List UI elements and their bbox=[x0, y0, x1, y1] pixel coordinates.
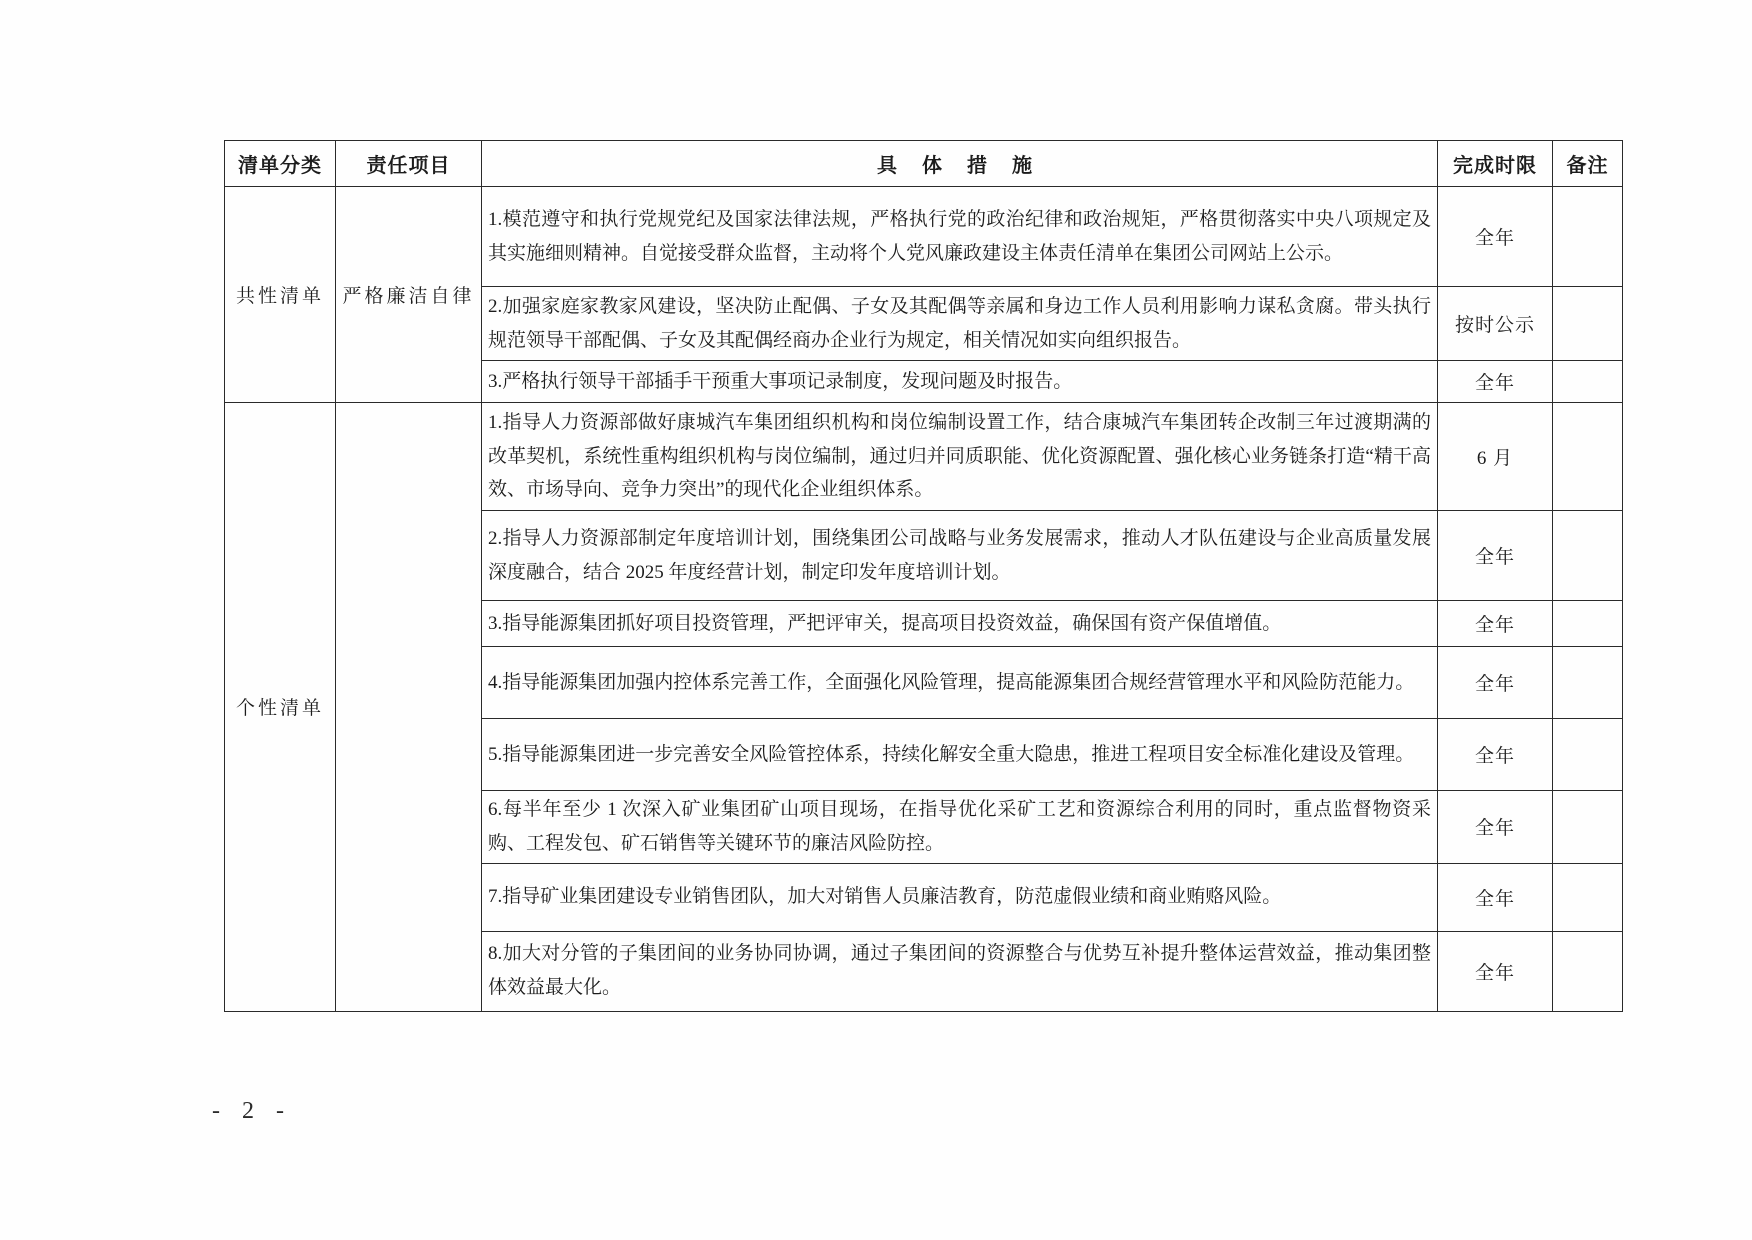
deadline-cell: 全年 bbox=[1438, 601, 1553, 647]
measure-cell: 4.指导能源集团加强内控体系完善工作，全面强化风险管理，提高能源集团合规经营管理水平和风险防范能力。 bbox=[482, 647, 1438, 719]
remark-cell bbox=[1553, 719, 1623, 791]
remark-cell bbox=[1553, 361, 1623, 403]
deadline-cell: 全年 bbox=[1438, 361, 1553, 403]
measure-cell: 3.指导能源集团抓好项目投资管理，严把评审关，提高项目投资效益，确保国有资产保值增值。 bbox=[482, 601, 1438, 647]
measure-cell: 5.指导能源集团进一步完善安全风险管控体系，持续化解安全重大隐患，推进工程项目安全标准化建设及管理。 bbox=[482, 719, 1438, 791]
deadline-cell: 全年 bbox=[1438, 931, 1553, 1011]
project-cell-integrity: 严格廉洁自律 bbox=[336, 187, 482, 403]
remark-cell bbox=[1553, 863, 1623, 931]
table-row bbox=[225, 403, 1623, 511]
remark-cell bbox=[1553, 791, 1623, 864]
measure-cell: 7.指导矿业集团建设专业销售团队，加大对销售人员廉洁教育，防范虚假业绩和商业贿赂风险。 bbox=[482, 863, 1438, 931]
remark-cell bbox=[1553, 647, 1623, 719]
header-category: 清单分类 bbox=[225, 141, 336, 187]
deadline-cell: 6 月 bbox=[1438, 403, 1553, 511]
measure-cell: 1.模范遵守和执行党规党纪及国家法律法规，严格执行党的政治纪律和政治规矩，严格贯彻落实中央八项规定及其实施细则精神。自觉接受群众监督，主动将个人党风廉政建设主体责任清单在集团公司网站上公示。 bbox=[482, 187, 1438, 287]
remark-cell bbox=[1553, 511, 1623, 601]
category-cell-individual: 个性清单 bbox=[225, 403, 336, 1012]
remark-cell bbox=[1553, 403, 1623, 511]
measure-cell: 1.指导人力资源部做好康城汽车集团组织机构和岗位编制设置工作，结合康城汽车集团转企改制三年过渡期满的改革契机，系统性重构组织机构与岗位编制，通过归并同质职能、优化资源配置、强化核心业务链条打造“精干高效、市场导向、竞争力突出”的现代化企业组织体系。 bbox=[482, 403, 1438, 511]
page-number: - 2 - bbox=[212, 1098, 292, 1124]
header-project: 责任项目 bbox=[336, 141, 482, 187]
deadline-cell: 全年 bbox=[1438, 863, 1553, 931]
remark-cell bbox=[1553, 287, 1623, 361]
responsibility-list-table bbox=[224, 140, 1623, 1012]
deadline-cell: 全年 bbox=[1438, 511, 1553, 601]
category-cell-common: 共性清单 bbox=[225, 187, 336, 403]
table-header-row bbox=[225, 141, 1623, 187]
deadline-cell: 全年 bbox=[1438, 791, 1553, 864]
header-measures: 具 体 措 施 bbox=[482, 141, 1438, 187]
project-cell-empty bbox=[336, 403, 482, 1012]
remark-cell bbox=[1553, 601, 1623, 647]
measure-cell: 2.指导人力资源部制定年度培训计划，围绕集团公司战略与业务发展需求，推动人才队伍建设与企业高质量发展深度融合，结合 2025 年度经营计划，制定印发年度培训计划。 bbox=[482, 511, 1438, 601]
table-row bbox=[225, 187, 1623, 287]
measure-cell: 2.加强家庭家教家风建设，坚决防止配偶、子女及其配偶等亲属和身边工作人员利用影响力谋私贪腐。带头执行规范领导干部配偶、子女及其配偶经商办企业行为规定，相关情况如实向组织报告。 bbox=[482, 287, 1438, 361]
measure-cell: 6.每半年至少 1 次深入矿业集团矿山项目现场，在指导优化采矿工艺和资源综合利用的同时，重点监督物资采购、工程发包、矿石销售等关键环节的廉洁风险防控。 bbox=[482, 791, 1438, 864]
remark-cell bbox=[1553, 931, 1623, 1011]
deadline-cell: 全年 bbox=[1438, 647, 1553, 719]
deadline-cell: 全年 bbox=[1438, 719, 1553, 791]
remark-cell bbox=[1553, 187, 1623, 287]
measure-cell: 8.加大对分管的子集团间的业务协同协调，通过子集团间的资源整合与优势互补提升整体运营效益，推动集团整体效益最大化。 bbox=[482, 931, 1438, 1011]
header-deadline: 完成时限 bbox=[1438, 141, 1553, 187]
deadline-cell: 全年 bbox=[1438, 187, 1553, 287]
measure-cell: 3.严格执行领导干部插手干预重大事项记录制度，发现问题及时报告。 bbox=[482, 361, 1438, 403]
deadline-cell: 按时公示 bbox=[1438, 287, 1553, 361]
header-remark: 备注 bbox=[1553, 141, 1623, 187]
